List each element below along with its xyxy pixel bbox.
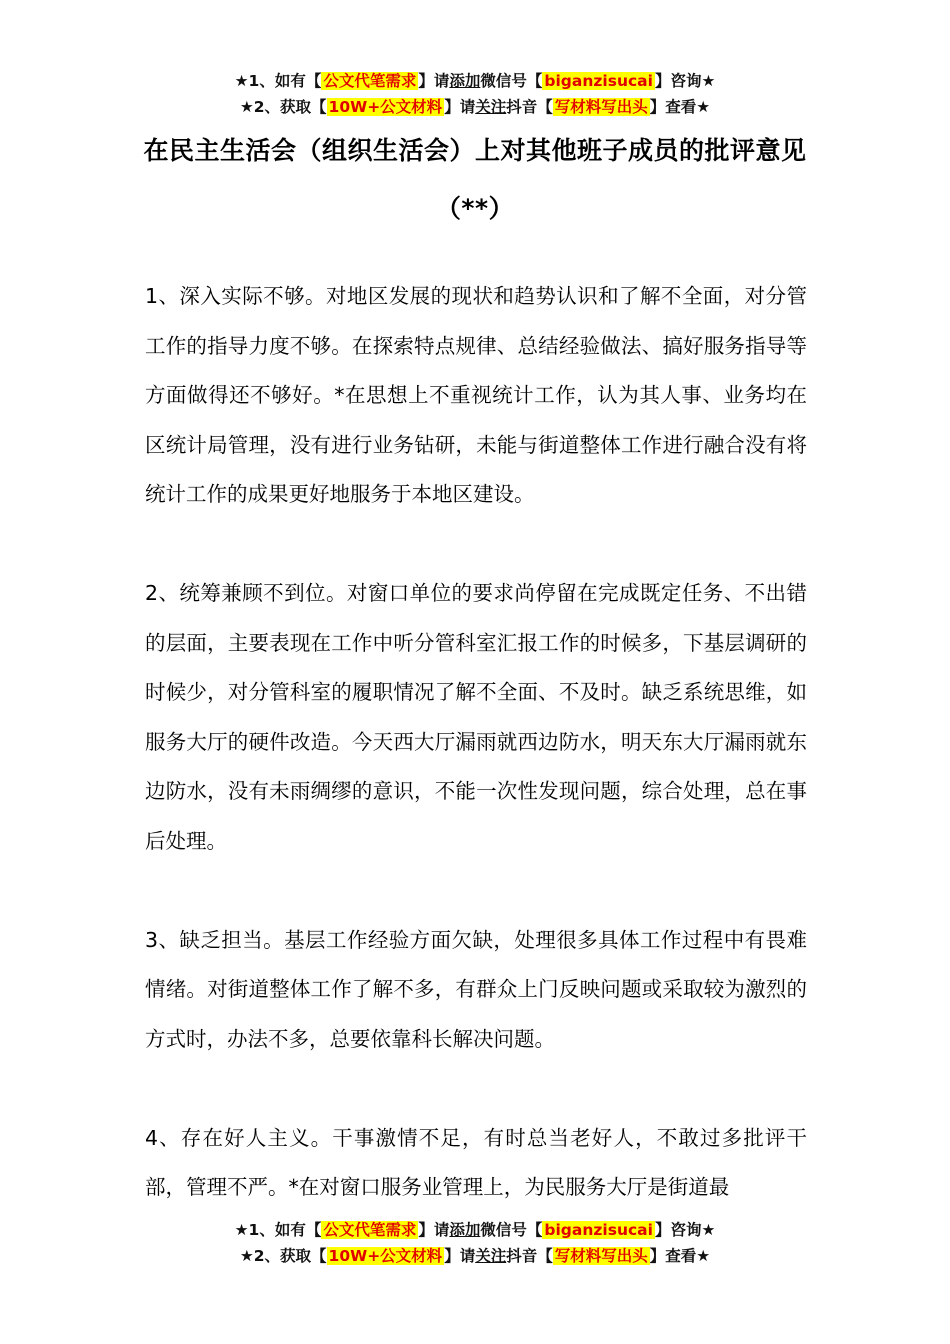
document-title: 在民主生活会（组织生活会）上对其他班子成员的批评意见（**） — [143, 136, 807, 223]
paragraph: 4、存在好人主义。干事激情不足，有时总当老好人，不敢过多批评干部，管理不严。*在对窗口服务业管理上，为民服务大厅是街道最 — [145, 1125, 807, 1199]
banner-text: 抖音【 — [506, 1247, 553, 1265]
banner-text: 】查看★ — [649, 1247, 711, 1265]
banner-text: ★1、如有【 — [234, 1221, 322, 1239]
underlined-text: 添加 — [449, 1221, 481, 1239]
banner-text: 】咨询★ — [654, 1221, 716, 1239]
underlined-text: 关注 — [475, 1247, 507, 1265]
banner-text: 微信号【 — [480, 1221, 543, 1239]
highlight-text: 10W+公文材料 — [328, 98, 443, 116]
banner-line-1 — [0, 1217, 950, 1243]
highlight-text: biganzisucai — [544, 1221, 653, 1239]
underlined-text: 关注 — [475, 98, 507, 116]
banner-line-1 — [0, 68, 950, 94]
banner-text: 】请 — [418, 1221, 450, 1239]
banner-text: 】查看★ — [649, 98, 711, 116]
highlight-text: 写材料写出头 — [554, 98, 648, 116]
highlight-text: 公文代笔需求 — [323, 72, 417, 90]
highlight-text: biganzisucai — [544, 72, 653, 90]
paragraph: 3、缺乏担当。基层工作经验方面欠缺，处理很多具体工作过程中有畏难情绪。对街道整体工作了解不多，有群众上门反映问题或采取较为激烈的方式时，办法不多，总要依靠科长解决问题。 — [145, 927, 807, 1051]
banner-line-2 — [0, 1243, 950, 1269]
banner-text: 】请 — [418, 72, 450, 90]
highlight-text: 10W+公文材料 — [328, 1247, 443, 1265]
banner-text: 】请 — [444, 1247, 476, 1265]
highlight-text: 写材料写出头 — [554, 1247, 648, 1265]
highlight-text: 公文代笔需求 — [323, 1221, 417, 1239]
banner-text: ★2、获取【 — [239, 1247, 327, 1265]
banner-text: 】咨询★ — [654, 72, 716, 90]
paragraph: 1、深入实际不够。对地区发展的现状和趋势认识和了解不全面，对分管工作的指导力度不够。在探索特点规律、总结经验做法、搞好服务指导等方面做得还不够好。*在思想上不重视统计工作，认为其人事、业务均在区统计局管理，没有进行业务钻研，未能与街道整体工作进行融合没有将统计工作的成果更好地服务于本地区建设。 — [145, 284, 807, 506]
banner-line-2 — [0, 94, 950, 120]
footer-banner — [0, 1217, 950, 1269]
banner-text: 】请 — [444, 98, 476, 116]
header-banner — [0, 68, 950, 120]
underlined-text: 添加 — [449, 72, 481, 90]
banner-text: ★1、如有【 — [234, 72, 322, 90]
banner-text: 微信号【 — [480, 72, 543, 90]
document-body — [145, 272, 807, 1262]
paragraph: 2、统筹兼顾不到位。对窗口单位的要求尚停留在完成既定任务、不出错的层面，主要表现在工作中听分管科室汇报工作的时候多，下基层调研的时候少，对分管科室的履职情况了解不全面、不及时。缺乏系统思维，如服务大厅的硬件改造。今天西大厅漏雨就西边防水，明天东大厅漏雨就东边防水，没有未雨绸缪的意识，不能一次性发现问题，综合处理，总在事后处理。 — [145, 581, 807, 853]
banner-text: ★2、获取【 — [239, 98, 327, 116]
banner-text: 抖音【 — [506, 98, 553, 116]
